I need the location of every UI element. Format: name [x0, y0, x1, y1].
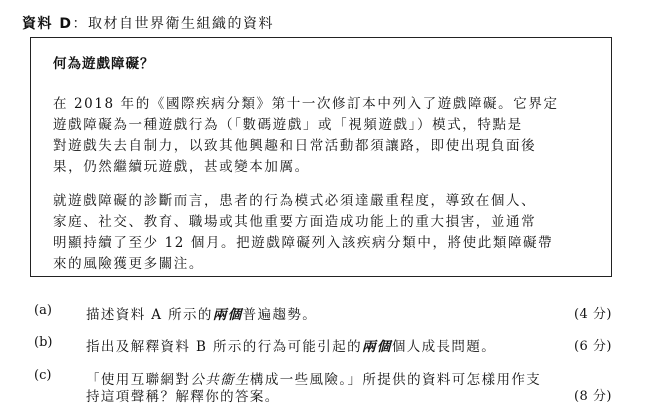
- source-box: [30, 37, 612, 277]
- question-marks: (6 分): [573, 339, 612, 354]
- question-text: [86, 335, 496, 355]
- paragraph1-line: 在 2018 年的《國際疾病分類》第十一次修訂本中列入了遊戲障礙。它界定: [53, 96, 559, 112]
- question-a: [0, 303, 648, 323]
- question-text-after: 構成一些風險。」所提供的資料可怎樣用作支: [249, 372, 542, 388]
- source-heading: 何為遊戲障礙？: [53, 56, 155, 72]
- question-text: [86, 303, 317, 323]
- question-marks: (8 分): [573, 389, 612, 404]
- question-text-line2: 持這項聲稱？解釋你的答案。: [86, 389, 280, 405]
- question-letter: (a): [34, 303, 52, 318]
- paragraph2-line: 明顯持續了至少 12 個月。把遊戲障礙列入該疾病分類中，將使此類障礙帶: [53, 235, 554, 251]
- question-letter: (b): [34, 335, 53, 350]
- paragraph1-line: 果，仍然繼續玩遊戲，甚或變本加厲。: [53, 159, 310, 175]
- source-description: ：取材自世界衛生組織的資料: [72, 16, 274, 32]
- paragraph2-line: 就遊戲障礙的診斷而言，患者的行為模式必須達嚴重程度，導致在個人、: [53, 193, 537, 209]
- question-c: [0, 368, 648, 408]
- question-text-before: 指出及解釋資料 B 所示的行為可能引起的: [86, 339, 363, 355]
- paragraph2-line: 家庭、社交、教育、職場或其他重要方面造成功能上的重大損害，並通常: [53, 214, 537, 230]
- paragraph1-line: 遊戲障礙為一種遊戲行為（「數碼遊戲」或「視頻遊戲」）模式，特點是: [53, 117, 523, 133]
- paragraph1-line: 對遊戲失去自制力，以致其他興趣和日常活動都須讓路，即使出現負面後: [53, 138, 537, 154]
- question-emphasis: 兩個: [362, 339, 392, 355]
- question-marks: (4 分): [573, 307, 612, 322]
- source-label: 資料 D: [22, 16, 73, 32]
- question-letter: (c): [34, 368, 52, 383]
- question-text-before: 「使用互聯網對: [86, 372, 191, 388]
- question-text-before: 描述資料 A 所示的: [86, 307, 213, 323]
- question-text-after: 普遍趨勢。: [242, 307, 318, 323]
- question-italic-term: 公共衞生: [190, 372, 250, 388]
- question-b: [0, 335, 648, 355]
- question-emphasis: 兩個: [212, 307, 243, 323]
- question-text-after: 個人成長問題。: [391, 339, 497, 355]
- paragraph2-line: 來的風險獲更多關注。: [53, 256, 204, 272]
- source-title: [22, 13, 274, 33]
